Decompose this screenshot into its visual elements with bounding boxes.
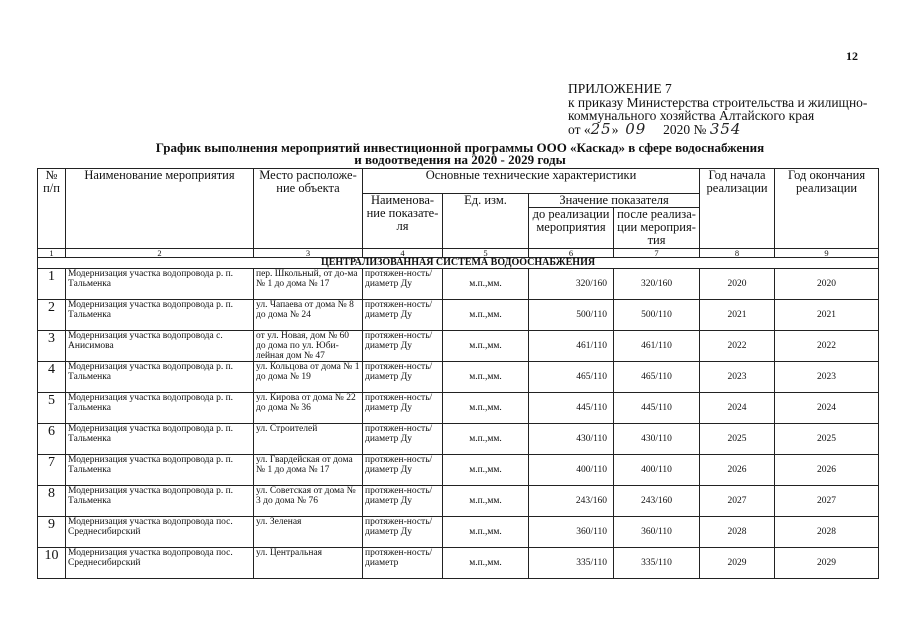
row-place: ул. Советская от дома № 3 до дома № 76 [254, 486, 363, 517]
row-name: Модернизация участка водопровода пос. Среднесибирский [66, 548, 254, 579]
row-after: 335/110 [614, 548, 700, 579]
row-end-year: 2027 [775, 486, 879, 517]
handwritten-month: 09 [625, 119, 647, 138]
row-after: 465/110 [614, 362, 700, 393]
row-number: 2 [38, 300, 66, 331]
row-place: ул. Центральная [254, 548, 363, 579]
row-number: 9 [38, 517, 66, 548]
row-name: Модернизация участка водопровода р. п. Тальменка [66, 486, 254, 517]
row-param: протяжен-ность/диаметр Ду [363, 424, 443, 455]
row-after: 445/110 [614, 393, 700, 424]
table-body [38, 269, 879, 579]
row-param: протяжен-ность/диаметр Ду [363, 300, 443, 331]
row-place: ул. Кольцова от дома № 1 до дома № 19 [254, 362, 363, 393]
col-number: 3 [254, 249, 363, 258]
row-number: 5 [38, 393, 66, 424]
year-number-label: 2020 № [663, 121, 707, 137]
row-number: 8 [38, 486, 66, 517]
table-row [38, 548, 879, 579]
header-start-year: Год начала реализации [700, 169, 775, 249]
row-before: 335/110 [529, 548, 614, 579]
row-place: пер. Школьный, от до-ма № 1 до дома № 17 [254, 269, 363, 300]
row-param: протяжен-ность/диаметр Ду [363, 486, 443, 517]
row-unit: м.п.,мм. [443, 548, 529, 579]
title-line-2: и водоотведения на 2020 - 2029 годы [354, 152, 566, 167]
row-number: 4 [38, 362, 66, 393]
col-number: 8 [700, 249, 775, 258]
row-place: от ул. Новая, дом № 60 до дома по ул. Юби-лейная дом № 47 [254, 331, 363, 362]
row-after: 500/110 [614, 300, 700, 331]
header-before: до реализации мероприятия [529, 208, 614, 249]
row-unit: м.п.,мм. [443, 424, 529, 455]
table-row [38, 424, 879, 455]
row-number: 10 [38, 548, 66, 579]
row-unit: м.п.,мм. [443, 393, 529, 424]
row-end-year: 2026 [775, 455, 879, 486]
appendix-date-line [568, 119, 867, 138]
row-start-year: 2028 [700, 517, 775, 548]
row-name: Модернизация участка водопровода р. п. Тальменка [66, 393, 254, 424]
col-number: 5 [443, 249, 529, 258]
row-unit: м.п.,мм. [443, 269, 529, 300]
row-before: 320/160 [529, 269, 614, 300]
table-row [38, 331, 879, 362]
row-start-year: 2029 [700, 548, 775, 579]
row-unit: м.п.,мм. [443, 362, 529, 393]
row-after: 461/110 [614, 331, 700, 362]
document-title [150, 142, 770, 166]
row-param: протяжен-ность/диаметр Ду [363, 331, 443, 362]
col-number: 7 [614, 249, 700, 258]
date-mid: » [611, 121, 619, 137]
row-start-year: 2021 [700, 300, 775, 331]
header-num: № п/п [38, 169, 66, 249]
table-row [38, 486, 879, 517]
row-start-year: 2026 [700, 455, 775, 486]
schedule-table [37, 168, 879, 579]
row-end-year: 2023 [775, 362, 879, 393]
header-name: Наименование мероприятия [66, 169, 254, 249]
row-place: ул. Строителей [254, 424, 363, 455]
header-tech: Основные технические характеристики [363, 169, 700, 194]
row-place: ул. Чапаева от дома № 8 до дома № 24 [254, 300, 363, 331]
row-name: Модернизация участка водопровода р. п. Тальменка [66, 424, 254, 455]
row-before: 500/110 [529, 300, 614, 331]
row-place: ул. Гвардейская от дома № 1 до дома № 17 [254, 455, 363, 486]
row-place: ул. Кирова от дома № 22 до дома № 36 [254, 393, 363, 424]
appendix-title: ПРИЛОЖЕНИЕ 7 [568, 81, 672, 96]
table-row [38, 517, 879, 548]
table-row [38, 362, 879, 393]
row-before: 445/110 [529, 393, 614, 424]
col-number: 4 [363, 249, 443, 258]
row-start-year: 2024 [700, 393, 775, 424]
appendix-ministry-line: коммунального хозяйства Алтайского края [568, 108, 815, 123]
table-row [38, 300, 879, 331]
row-start-year: 2027 [700, 486, 775, 517]
row-before: 243/160 [529, 486, 614, 517]
row-name: Модернизация участка водопровода р. п. Тальменка [66, 362, 254, 393]
row-before: 465/110 [529, 362, 614, 393]
row-after: 320/160 [614, 269, 700, 300]
appendix-order-line: к приказу Министерства строительства и жилищно- [568, 94, 868, 110]
row-number: 1 [38, 269, 66, 300]
row-before: 360/110 [529, 517, 614, 548]
table-row [38, 269, 879, 300]
row-after: 360/110 [614, 517, 700, 548]
row-param: протяжен-ность/диаметр Ду [363, 393, 443, 424]
row-place: ул. Зеленая [254, 517, 363, 548]
row-start-year: 2023 [700, 362, 775, 393]
row-after: 430/110 [614, 424, 700, 455]
col-number: 1 [38, 249, 66, 258]
col-number: 9 [775, 249, 879, 258]
handwritten-number: 354 [709, 119, 742, 138]
header-after: после реализа-ции мероприя-тия [614, 208, 700, 249]
section-title: ЦЕНТРАЛИЗОВАННАЯ СИСТЕМА ВОДООСНАБЖЕНИЯ [38, 258, 879, 269]
row-number: 7 [38, 455, 66, 486]
row-end-year: 2024 [775, 393, 879, 424]
header-end-year: Год окончания реализации [775, 169, 879, 249]
row-name: Модернизация участка водопровода р. п. Тальменка [66, 455, 254, 486]
header-param: Наименова-ние показате-ля [363, 194, 443, 249]
col-number: 2 [66, 249, 254, 258]
row-unit: м.п.,мм. [443, 331, 529, 362]
row-unit: м.п.,мм. [443, 486, 529, 517]
row-param: протяжен-ность/диаметр Ду [363, 517, 443, 548]
page-number: 12 [846, 49, 858, 63]
row-unit: м.п.,мм. [443, 455, 529, 486]
row-number: 6 [38, 424, 66, 455]
row-name: Модернизация участка водопровода с. Анисимова [66, 331, 254, 362]
row-param: протяжен-ность/диаметр Ду [363, 455, 443, 486]
row-name: Модернизация участка водопровода р. п. Тальменка [66, 300, 254, 331]
header-row-1 [38, 169, 879, 194]
row-end-year: 2020 [775, 269, 879, 300]
row-end-year: 2021 [775, 300, 879, 331]
row-end-year: 2022 [775, 331, 879, 362]
row-unit: м.п.,мм. [443, 517, 529, 548]
appendix-block [568, 82, 867, 136]
row-param: протяжен-ность/диаметр Ду [363, 269, 443, 300]
row-param: протяжен-ность/диаметр Ду [363, 362, 443, 393]
row-after: 400/110 [614, 455, 700, 486]
title-line-1: График выполнения мероприятий инвестиционной программы ООО «Каскад» в сфере водоснабжения [155, 140, 765, 155]
row-name: Модернизация участка водопровода р. п. Тальменка [66, 269, 254, 300]
row-end-year: 2025 [775, 424, 879, 455]
row-after: 243/160 [614, 486, 700, 517]
row-before: 430/110 [529, 424, 614, 455]
row-start-year: 2025 [700, 424, 775, 455]
date-prefix: от « [568, 121, 591, 137]
col-number: 6 [529, 249, 614, 258]
section-row [38, 258, 879, 269]
row-end-year: 2029 [775, 548, 879, 579]
row-name: Модернизация участка водопровода пос. Среднесибирский [66, 517, 254, 548]
column-numbers-row [38, 249, 879, 258]
row-param: протяжен-ность/диаметр [363, 548, 443, 579]
table-row [38, 393, 879, 424]
handwritten-day: 25 [590, 119, 612, 138]
row-start-year: 2022 [700, 331, 775, 362]
row-unit: м.п.,мм. [443, 300, 529, 331]
row-end-year: 2028 [775, 517, 879, 548]
row-before: 461/110 [529, 331, 614, 362]
table-row [38, 455, 879, 486]
row-start-year: 2020 [700, 269, 775, 300]
header-value: Значение показателя [529, 194, 700, 208]
row-number: 3 [38, 331, 66, 362]
row-before: 400/110 [529, 455, 614, 486]
header-unit: Ед. изм. [443, 194, 529, 249]
header-place: Место расположе-ние объекта [254, 169, 363, 249]
